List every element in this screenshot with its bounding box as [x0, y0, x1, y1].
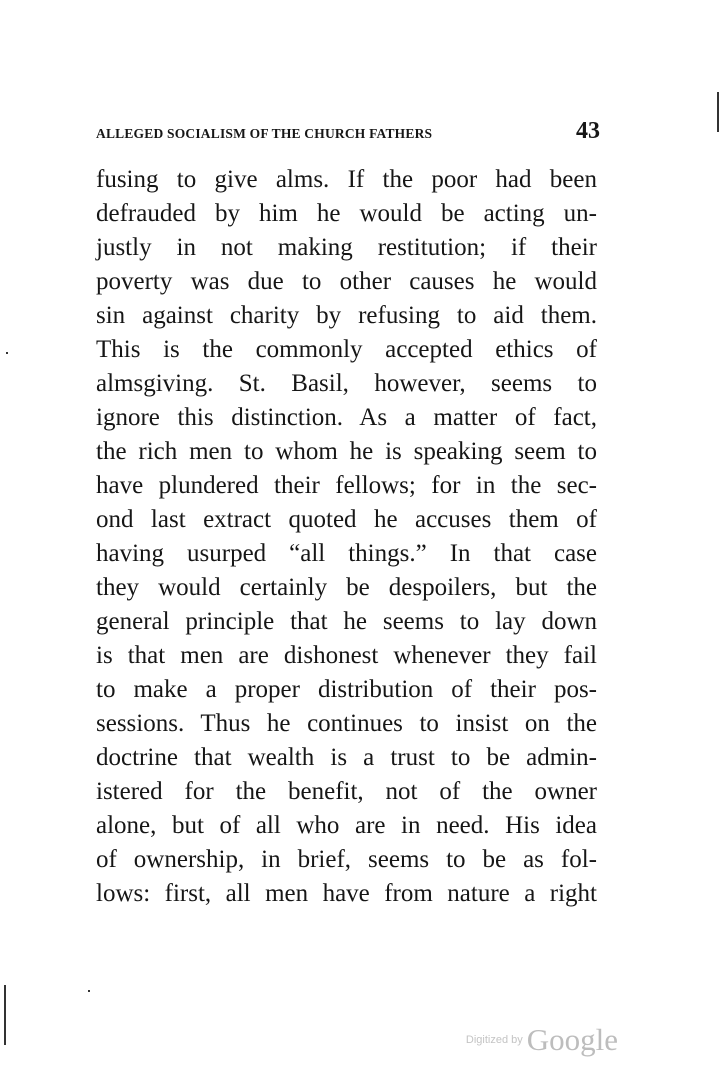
text-line: of ownership, in brief, seems to be as fol-: [96, 846, 597, 873]
watermark-prefix: Digitized by: [465, 1034, 523, 1046]
running-head: [96, 118, 600, 148]
text-line: having usurped “all things.” In that case: [96, 540, 597, 567]
text-line: is that men are dishonest whenever they fail: [96, 642, 597, 669]
text-line: sessions. Thus he continues to insist on the: [96, 710, 597, 737]
scan-edge-mark: [717, 92, 719, 132]
text-line: sin against charity by refusing to aid them.: [96, 302, 597, 329]
running-title: ALLEGED SOCIALISM OF THE CHURCH FATHERS: [96, 126, 433, 141]
text-line: fusing to give alms. If the poor had been: [96, 166, 597, 193]
text-line: to make a proper distribution of their pos-: [96, 676, 597, 703]
text-line: lows: first, all men have from nature a right: [96, 880, 597, 907]
scan-edge-mark: [4, 985, 6, 1045]
body-text: [96, 163, 597, 911]
text-line: ond last extract quoted he accuses them of: [96, 506, 597, 533]
text-line: poverty was due to other causes he would: [96, 268, 597, 295]
scan-speck: [6, 352, 8, 354]
page-number: 43: [576, 118, 600, 144]
text-line: defrauded by him he would be acting un-: [96, 200, 597, 227]
text-line: the rich men to whom he is speaking seem to: [96, 438, 597, 465]
text-line: have plundered their fellows; for in the sec-: [96, 472, 597, 499]
text-line: doctrine that wealth is a trust to be admin-: [96, 744, 597, 771]
digitized-watermark: [466, 1022, 618, 1058]
text-line: This is the commonly accepted ethics of: [96, 336, 597, 363]
watermark-brand: Google: [526, 1022, 618, 1057]
text-line: ignore this distinction. As a matter of fact,: [96, 404, 597, 431]
scan-speck: [88, 990, 90, 992]
text-line: istered for the benefit, not of the owner: [96, 778, 597, 805]
text-line: almsgiving. St. Basil, however, seems to: [96, 370, 597, 397]
text-line: general principle that he seems to lay down: [96, 608, 597, 635]
text-line: alone, but of all who are in need. His idea: [96, 812, 597, 839]
text-line: justly in not making restitution; if their: [96, 234, 597, 261]
text-line: they would certainly be despoilers, but the: [96, 574, 597, 601]
